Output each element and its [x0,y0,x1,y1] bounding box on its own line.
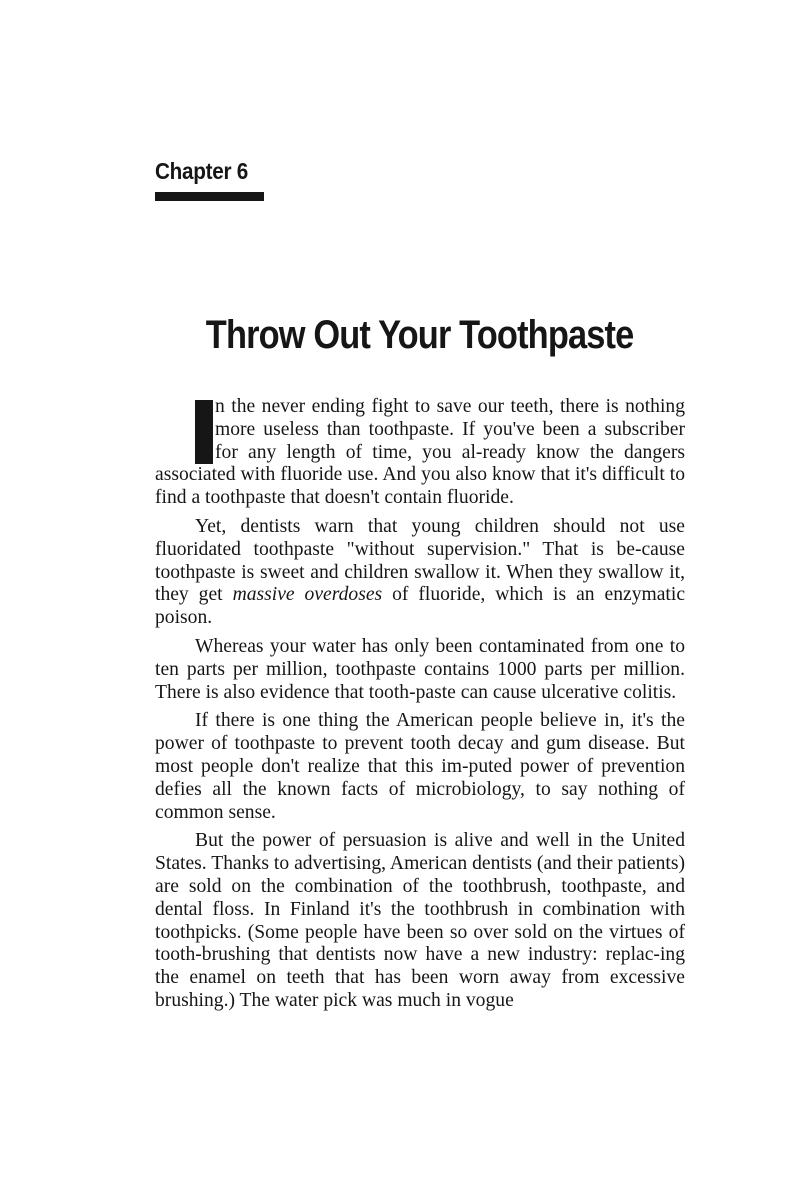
chapter-title-text: Throw Out Your Toothpaste [206,313,634,357]
paragraph-2-emphasis: massive overdoses [232,584,383,606]
paragraph-2-text-after: of fluoride, which is an enzymatic poison. [155,584,686,629]
chapter-label: Chapter 6 [155,158,249,184]
drop-cap [155,398,215,462]
paragraph-2 [155,516,685,630]
body-text [155,396,685,1019]
paragraph-2-text-before: Yet, dentists warn that young children should not use fluoridated toothpaste "without supervision." That is be-cause toothpaste is sweet and children swallow it. When they swallow it, they get [155,515,685,606]
paragraph-1-text: n the never ending fight to save our teeth, there is nothing more useless than toothpaste. If you've been a subscriber for any length of time, you al-ready know the dangers associated with fluoride use. And you also know that it's difficult to find a toothpaste that doesn't contain fluoride. [155,396,685,509]
paragraph-1 [155,396,685,510]
drop-cap-letter [195,400,213,464]
paragraph-5: But the power of persuasion is alive and well in the United States. Thanks to advertising, American dentists (and their patients) are sold on the combination of the toothbrush, toothpaste, and dental floss. In Finland it's the toothbrush in combination with toothpicks. (Some people have been so over sold on the virtues of tooth-brushing that dentists now have a new industry: replac-ing the enamel on teeth that has been worn away from excessive brushing.) The water pick was much in vogue [155,830,685,1011]
chapter-rule [155,192,264,201]
paragraph-4: If there is one thing the American people believe in, it's the power of toothpaste to prevent tooth decay and gum disease. But most people don't realize that this im-puted power of prevention defies all the known facts of microbiology, to say nothing of common sense. [155,710,685,823]
chapter-title [155,313,685,358]
paragraph-3: Whereas your water has only been contaminated from one to ten parts per million, toothpaste contains 1000 parts per million. There is also evidence that tooth-paste can cause ulcerative colitis. [155,635,685,703]
